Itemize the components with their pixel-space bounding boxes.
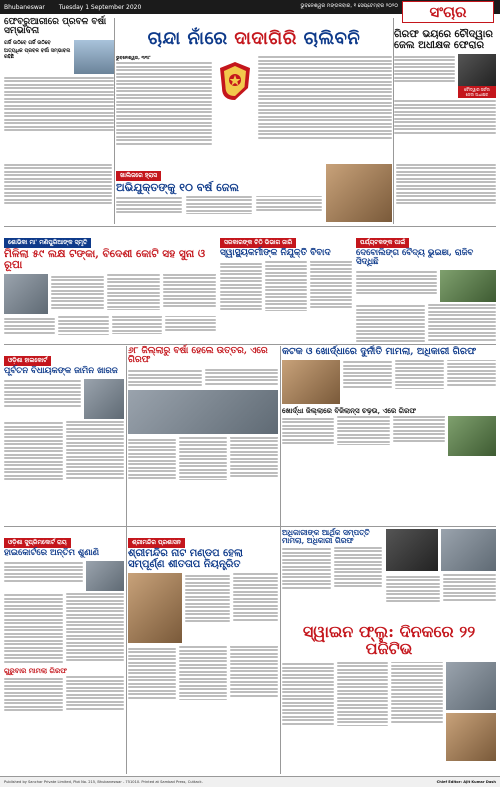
crime-headline: ଅଭିଯୁକ୍ତଙ୍କୁ ୧୦ ବର୍ଷ ଜେଲ bbox=[116, 181, 239, 194]
rain-headline: ଫେବ୍ରୁଆରୀରେ ପ୍ରବଳ ବର୍ଷା ସମ୍ଭାବନା bbox=[4, 17, 107, 37]
lead-headline-part-3: ଚାଲିବନି bbox=[303, 28, 361, 49]
swine-flu-photo-1 bbox=[446, 662, 496, 710]
police-badge-icon bbox=[217, 60, 253, 102]
swine-flu-headline: ସ୍ୱାଇନ ଫ୍ଲୁ: ଦିନକରେ ୨୨ ପଜିଟିଭ bbox=[302, 622, 476, 658]
lead-headline-part-1: ଚାନ୍ଦା ନାଁରେ bbox=[147, 28, 235, 49]
court-headline: ପୂର୍ବତନ ବିଧାୟକଙ୍କ ଜାମିନ ଖାରଜ bbox=[4, 366, 118, 376]
temple-photo bbox=[440, 270, 496, 302]
logo-text: ସଂଚାର bbox=[429, 3, 467, 21]
column-rule-4 bbox=[280, 346, 281, 774]
jail-headline: ଗିରଫ ଭୟରେ ଚୌଦ୍ୱାର ଜେଲ ଅଧୀକ୍ଷକ ଫେରାର bbox=[394, 29, 493, 51]
jagannath-story bbox=[128, 529, 278, 775]
health-headline: ସ୍ୱାସ୍ଥ୍ୟକର୍ମୀଙ୍କ ନିଯୁକ୍ତି ବିବାଦ bbox=[220, 248, 331, 258]
temple-story bbox=[356, 229, 496, 341]
jail-body bbox=[394, 54, 455, 98]
temple-headline: ଦେବୋଲିଙ୍ଗ ବୈଦ୍ୟ ଭୁଇଞା, ରାଜିବ ସିଦ୍ଧିଛି bbox=[356, 248, 474, 267]
smuggle-body bbox=[51, 274, 216, 314]
swine-flu-body bbox=[282, 662, 443, 761]
smuggle-story bbox=[4, 229, 216, 341]
column-rule-3 bbox=[126, 346, 127, 774]
rain-photo bbox=[74, 40, 114, 74]
highcourt-body bbox=[4, 561, 83, 591]
rain-bullet-2: ଅତ୍ୟଧିକ ପ୍ରବଳ ବର୍ଷା ସମ୍ଭାବନା ରହିଛି bbox=[4, 47, 71, 60]
imprint-editor: Chief Editor: Ajit Kumar Dash bbox=[436, 780, 496, 784]
river-body-2 bbox=[128, 437, 278, 480]
crime-story bbox=[116, 162, 322, 222]
column-rule-1 bbox=[114, 18, 115, 224]
highcourt-body-2 bbox=[4, 593, 124, 664]
court-body-2 bbox=[4, 421, 124, 481]
river-story bbox=[128, 347, 278, 523]
highcourt-body-3 bbox=[4, 676, 124, 712]
jagannath-body-2 bbox=[128, 646, 278, 699]
health-kicker: ସରକାରଙ୍କ ଚିଠି ଭିଭାଗ ଜାରି bbox=[220, 238, 296, 248]
highcourt-subheadline: ଗୁରୁବାର ମାମଲା ଗିରଫ bbox=[4, 665, 67, 675]
crime-kicker: ଖାଲିଜରେ ହ୍ରାସ bbox=[116, 171, 161, 181]
section-divider-2 bbox=[4, 344, 496, 345]
case-story bbox=[282, 347, 496, 523]
rain-body bbox=[4, 77, 114, 132]
jagannath-body bbox=[185, 573, 278, 643]
lead-dateline: ଭୁବନେଶ୍ୱର, ୩୧ା୮ bbox=[116, 55, 151, 61]
right-photo-cluster bbox=[386, 529, 496, 621]
jagannath-subheadline: ସମ୍ପୂର୍ଣ୍ଣ ଶୀତତାପ ନିୟନ୍ତ୍ରିତ bbox=[128, 558, 241, 570]
right-photo-1 bbox=[386, 529, 438, 571]
smuggle-body-2 bbox=[4, 316, 216, 334]
jagannath-temple-photo bbox=[128, 573, 182, 643]
highcourt-headline: ହାଇକୋର୍ଟରେ ଅନ୍ତିମ ଶୁଣାଣି bbox=[4, 548, 100, 558]
section-divider-3 bbox=[4, 526, 496, 527]
river-headline: ୬୮ ଜିଲ୍ଲାରୁ ବର୍ଷା ହେଲେ ଉତ୍ତର, ଏରେ ଗିରଫ bbox=[128, 346, 268, 366]
police-emblem bbox=[216, 59, 254, 103]
rain-story bbox=[4, 18, 114, 158]
court-story bbox=[4, 347, 124, 523]
smuggle-kicker: ଶୋଭିକା ମା' ମଣିପୁରିଆଙ୍କ ସ୍ମୃତି bbox=[4, 238, 91, 248]
highcourt-kicker: ଓଡ଼ିଶା ସୁପ୍ରିମକୋର୍ଟ ରାୟ bbox=[4, 538, 71, 548]
lead-body-col1 bbox=[116, 62, 212, 145]
crime-photo bbox=[326, 164, 392, 222]
column-rule-2 bbox=[393, 18, 394, 224]
court-body bbox=[4, 379, 81, 419]
officer-headline: ଅଧିକାରୀଙ୍କ ଆର୍ଥିକ ସମ୍ପତ୍ତି ମାମଲା, ଅଧିକାରୀ ଗିରଫ bbox=[282, 528, 370, 545]
river-body bbox=[128, 369, 278, 387]
case-photo-1 bbox=[282, 360, 340, 404]
jail-story bbox=[394, 30, 496, 158]
officer-body bbox=[282, 547, 382, 590]
jagannath-headline: ଶ୍ରୀମନ୍ଦିର ନାଟ ମଣ୍ଡପ ହେଲା bbox=[128, 548, 243, 559]
jagannath-kicker: ଶ୍ରୀମନ୍ଦିର ପ୍ରଶାସନ bbox=[128, 538, 185, 548]
case-photo-2 bbox=[448, 416, 496, 456]
jail-photo-caption: ଚୌଦ୍ୱାର ସର୍କଲ ଜେଲ ଅଧୀକ୍ଷକ bbox=[458, 86, 496, 98]
case-body bbox=[343, 360, 496, 404]
left-column-brief bbox=[4, 162, 112, 222]
lead-body-col2 bbox=[258, 56, 392, 139]
jail-body-2 bbox=[394, 100, 496, 134]
masthead-edition: ଭୁବନେଶ୍ୱର ମଙ୍ଗଳବାର, ୧ ସେପ୍ଟେମ୍ବର ୨୦୨୦ bbox=[300, 3, 398, 9]
lead-headline bbox=[116, 30, 392, 49]
section-divider-1 bbox=[4, 226, 496, 227]
imprint-left: Published by Sanchar Private Limited, Plot No. 215, Bhubaneswar - 751010. Printed at Sambad Press, Cuttack. bbox=[4, 780, 203, 784]
smuggle-headline: ମିଳିଲା ୫୯ ଲକ୍ଷ ଟଙ୍କା, ବିଦେଶୀ କୋଟି ସହ ସୁନା ଓ ରୂପା bbox=[4, 248, 206, 272]
masthead-logo bbox=[402, 1, 494, 23]
swine-flu-photo-2 bbox=[446, 713, 496, 761]
case-headline: କଟକ ଓ ଖୋର୍ଦ୍ଧାରେ ଦୁର୍ନୀତି ମାମଲା, ଅଧିକାରୀ ଗିରଫ bbox=[282, 346, 477, 357]
highcourt-story bbox=[4, 529, 124, 775]
temple-kicker: ପର୍ଯ୍ୟଟକଙ୍କ ପାଇଁ bbox=[356, 238, 409, 248]
lead-headline-part-2: ଦାଦାଗିରି bbox=[234, 28, 304, 49]
temple-body bbox=[356, 270, 437, 302]
right-cluster-body bbox=[386, 574, 496, 603]
swine-flu-story bbox=[282, 624, 496, 775]
court-photo bbox=[84, 379, 124, 419]
right-photo-2 bbox=[441, 529, 496, 571]
masthead-city: Bhubaneswar bbox=[4, 3, 45, 11]
lead-story bbox=[116, 30, 392, 158]
imprint-footer bbox=[0, 776, 500, 787]
case-body-2 bbox=[282, 416, 445, 456]
masthead-date: Tuesday 1 September 2020 bbox=[58, 3, 142, 11]
smuggle-photo bbox=[4, 274, 48, 314]
rain-bullet-1: ଗର୍ଜି ଉଠିବେ ଗର୍ଜି ଉଠିବେ bbox=[4, 39, 51, 46]
right-column-continued bbox=[396, 162, 496, 222]
crime-body bbox=[116, 196, 322, 214]
health-body bbox=[220, 261, 352, 311]
case-subheadline: ଖୋର୍ଦ୍ଧା ଜିଲ୍ଲାରେ ବିଜିଲାନ୍ସ ଚଢ଼ଉ, ଏରେ ଗିରଫ bbox=[282, 405, 417, 415]
highcourt-photo bbox=[86, 561, 124, 591]
jail-officer-photo bbox=[458, 54, 496, 86]
health-story bbox=[220, 229, 352, 341]
river-photo bbox=[128, 390, 278, 434]
officer-story bbox=[282, 529, 382, 621]
temple-body-2 bbox=[356, 304, 496, 343]
court-kicker: ଓଡ଼ିଶା ହାଇକୋର୍ଟ bbox=[4, 356, 51, 366]
